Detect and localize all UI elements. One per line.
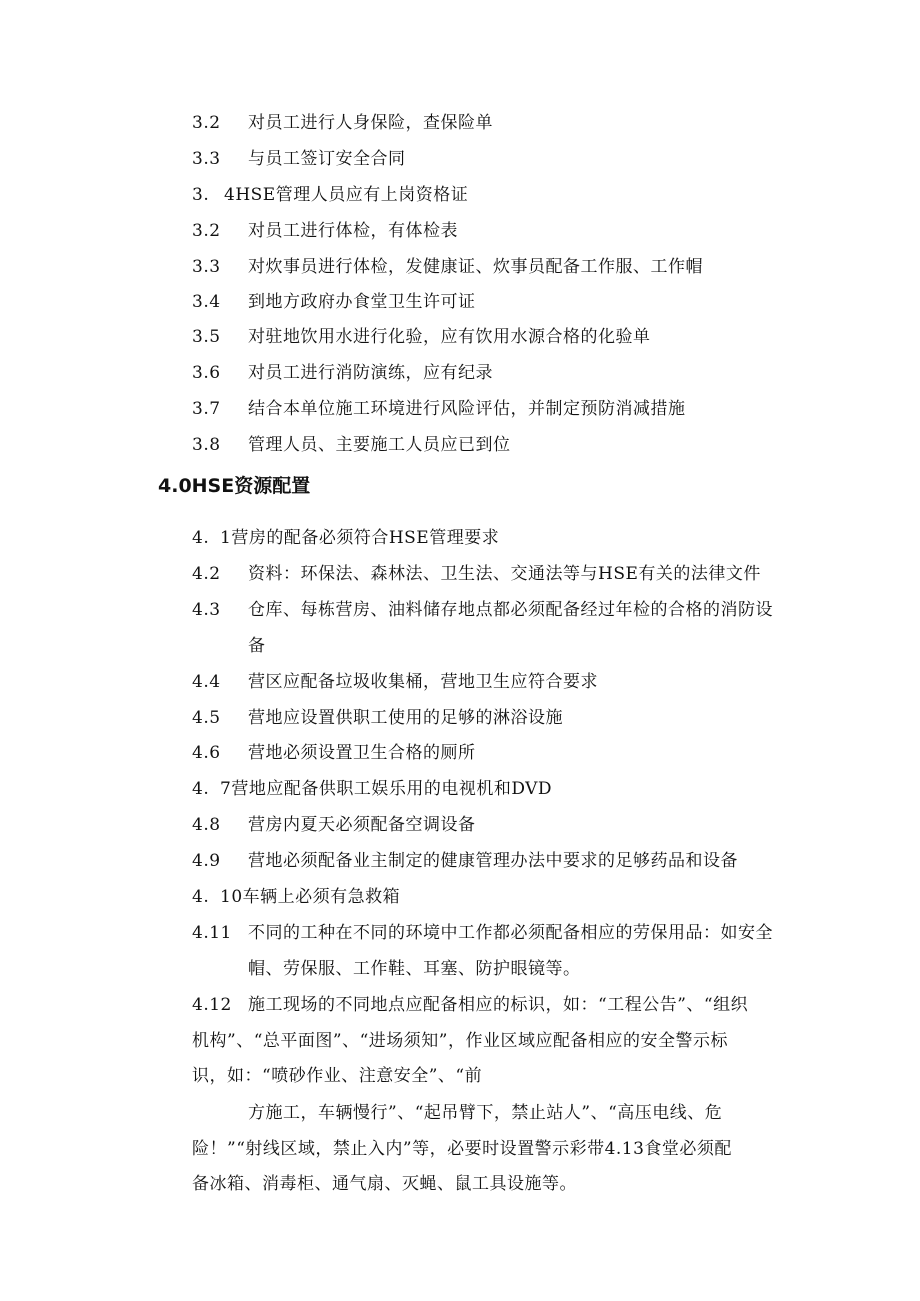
list-item-continuation: 帽、劳保服、工作鞋、耳塞、防护眼镜等。 [248, 959, 581, 979]
list-item [192, 398, 686, 420]
list-item [192, 599, 773, 621]
list-item [192, 922, 773, 944]
item-number: 3.5 [192, 327, 221, 347]
item-number: 4.9 [192, 851, 221, 871]
item-text: 管理人员、主要施工人员应已到位 [248, 435, 511, 455]
paragraph-line: 机构”、“总平面图”、“进场须知”，作业区域应配备相应的安全警示标 [192, 1031, 728, 1051]
item-number: 3.2 [192, 221, 221, 241]
item-text: 对员工进行人身保险，查保险单 [248, 113, 493, 133]
list-item [192, 814, 476, 836]
paragraph-line: 方施工，车辆慢行”、“起吊臂下，禁止站人”、“高压电线、危 [248, 1103, 723, 1123]
list-item-continuation: 备 [248, 636, 266, 656]
item-number: 4.12 [192, 995, 232, 1015]
list-item [192, 148, 406, 170]
item-number: 4.3 [192, 600, 221, 620]
list-item [192, 707, 563, 729]
list-item [192, 112, 493, 134]
item-number: 4.6 [192, 743, 221, 763]
item-text: 营区应配备垃圾收集桶，营地卫生应符合要求 [248, 672, 598, 692]
item-number: 3.4 [192, 292, 221, 312]
item-number: 3.3 [192, 257, 221, 277]
item-text: 与员工签订安全合同 [248, 149, 406, 169]
paragraph-line: 识，如：“喷砂作业、注意安全”、“前 [192, 1066, 483, 1086]
item-number: 4.8 [192, 815, 221, 835]
section-heading: 4.0HSE资源配置 [158, 475, 311, 497]
list-item [192, 434, 511, 456]
paragraph-line: 备冰箱、消毒柜、通气扇、灭蝇、鼠工具设施等。 [192, 1174, 577, 1194]
item-text: 对员工进行消防演练，应有纪录 [248, 363, 493, 383]
item-text: 结合本单位施工环境进行风险评估，并制定预防消减措施 [248, 399, 686, 419]
list-item [192, 742, 476, 764]
item-number: 4. [192, 528, 210, 548]
item-text: 7营地应配备供职工娱乐用的电视机和DVD [220, 779, 553, 799]
item-text: 营房内夏天必须配备空调设备 [248, 815, 476, 835]
list-item [192, 994, 748, 1016]
item-text: 营地必须配备业主制定的健康管理办法中要求的足够药品和设备 [248, 851, 738, 871]
item-text: 对驻地饮用水进行化验，应有饮用水源合格的化验单 [248, 327, 651, 347]
list-item [192, 291, 476, 313]
item-number: 4.5 [192, 708, 221, 728]
item-text: 对炊事员进行体检，发健康证、炊事员配备工作服、工作帽 [248, 257, 703, 277]
item-text: 不同的工种在不同的环境中工作都必须配备相应的劳保用品：如安全 [248, 923, 773, 943]
item-number: 4.4 [192, 672, 221, 692]
item-number: 3.3 [192, 149, 221, 169]
item-text: 10车辆上必须有急救箱 [220, 887, 401, 907]
list-item [192, 850, 738, 872]
list-item [192, 527, 499, 549]
item-text: 到地方政府办食堂卫生许可证 [248, 292, 476, 312]
item-number: 4. [192, 887, 210, 907]
item-number: 3. [192, 185, 210, 205]
list-item [192, 256, 703, 278]
list-item [192, 362, 493, 384]
item-text: 仓库、每栋营房、油料储存地点都必须配备经过年检的合格的消防设 [248, 600, 773, 620]
item-text: 营地必须设置卫生合格的厕所 [248, 743, 476, 763]
list-item [192, 671, 598, 693]
list-item [192, 778, 552, 800]
item-text: 对员工进行体检，有体检表 [248, 221, 458, 241]
item-text: 营地应设置供职工使用的足够的淋浴设施 [248, 708, 563, 728]
list-item [192, 563, 761, 585]
item-text: 资料：环保法、森林法、卫生法、交通法等与HSE有关的法律文件 [248, 564, 761, 584]
item-number: 3.6 [192, 363, 221, 383]
item-number: 3.8 [192, 435, 221, 455]
paragraph-line: 险！”“射线区域，禁止入内”等，必要时设置警示彩带4.13食堂必须配 [192, 1139, 732, 1159]
list-item [192, 184, 468, 206]
list-item [192, 220, 458, 242]
item-number: 4.2 [192, 564, 221, 584]
item-number: 4. [192, 779, 210, 799]
item-number: 3.7 [192, 399, 221, 419]
item-number: 3.2 [192, 113, 221, 133]
item-text: 施工现场的不同地点应配备相应的标识，如：“工程公告”、“组织 [248, 995, 749, 1015]
list-item [192, 326, 651, 348]
item-number: 4.11 [192, 923, 232, 943]
list-item [192, 886, 400, 908]
item-text: 1营房的配备必须符合HSE管理要求 [220, 528, 500, 548]
item-text: 4HSE管理人员应有上岗资格证 [224, 185, 469, 205]
